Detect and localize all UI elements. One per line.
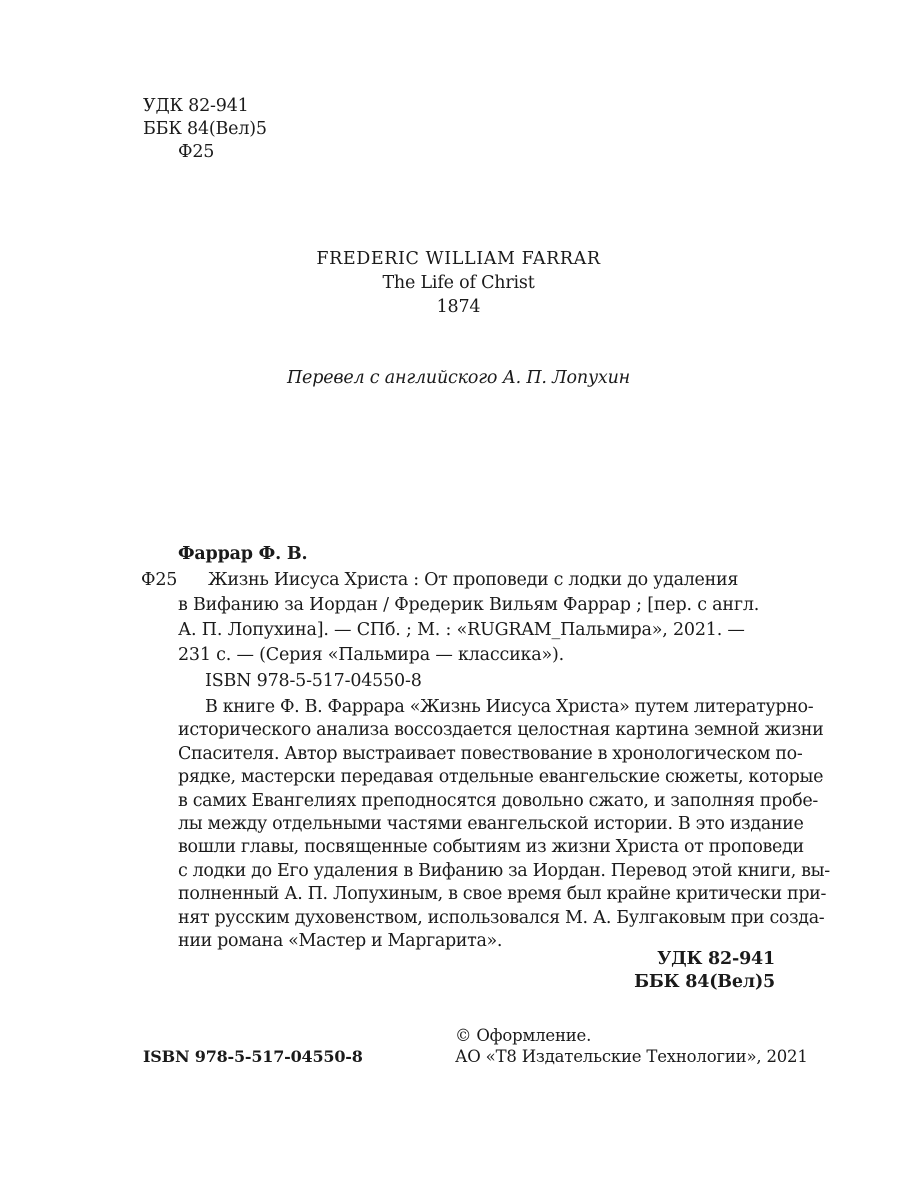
copyright-line-1: © Оформление.	[455, 1026, 592, 1045]
original-year: 1874	[436, 297, 481, 317]
author-mark: Ф25	[178, 142, 215, 162]
annotation-line: лы между отдельными частями евангельской истории. В это издание	[178, 814, 804, 834]
footer-isbn: ISBN 978-5-517-04550-8	[143, 1047, 363, 1066]
original-title: The Life of Christ	[382, 273, 535, 293]
catalog-description-line: А. П. Лопухина]. — СПб. ; М. : «RUGRAM_Пальмира», 2021. —	[178, 620, 745, 640]
annotation-line: нят русским духовенством, использовался М. А. Булгаковым при созда-	[178, 907, 825, 928]
catalog-mark: Ф25	[141, 570, 178, 590]
copyright-line-2: АО «Т8 Издательские Технологии», 2021	[455, 1047, 808, 1066]
catalog-description-line	[208, 569, 774, 591]
annotation-line: Спасителя. Автор выстраивает повествование в хронологическом по-	[178, 743, 803, 764]
catalog-heading: Фаррар Ф. В.	[178, 544, 308, 564]
annotation-line: в самих Евангелиях преподносятся довольно сжато, и заполняя пробе-	[178, 790, 818, 811]
annotation-line: с лодки до Его удаления в Вифанию за Иордан. Перевод этой книги, вы-	[178, 860, 830, 881]
annotation-line: рядке, мастерски передавая отдельные евангельские сюжеты, которые	[178, 767, 824, 788]
annotation-line: В книге Ф. В. Фаррара «Жизнь Иисуса Христа» путем литературно-	[205, 697, 814, 717]
footer-bbk: ББК 84(Вел)5	[634, 972, 775, 992]
catalog-isbn: ISBN 978-5-517-04550-8	[205, 671, 422, 691]
translator-credit: Перевел с английского А. П. Лопухин	[286, 368, 630, 388]
annotation-line: полненный А. П. Лопухиным, в свое время был крайне критически при-	[178, 884, 827, 905]
catalog-description-line: в Вифанию за Иордан / Фредерик Вильям Фаррар ; [пер. с англ.	[178, 595, 760, 615]
footer-udk: УДК 82-941	[657, 949, 775, 969]
annotation-line: вошли главы, посвященные событиям из жизни Христа от проповеди	[178, 837, 804, 858]
catalog-description-text: Жизнь Иисуса Христа : От проповеди с лодки до удаления	[208, 570, 739, 590]
catalog-description-line: 231 с. — (Серия «Пальмира — классика»).	[178, 645, 565, 665]
bbk-code: ББК 84(Вел)5	[143, 119, 267, 139]
annotation-line: нии романа «Мастер и Маргарита».	[178, 931, 503, 951]
original-author: FREDERIC WILLIAM FARRAR	[316, 249, 601, 269]
udk-code: УДК 82-941	[143, 96, 249, 116]
annotation-line: исторического анализа воссоздается целостная картина земной жизни	[178, 720, 824, 741]
